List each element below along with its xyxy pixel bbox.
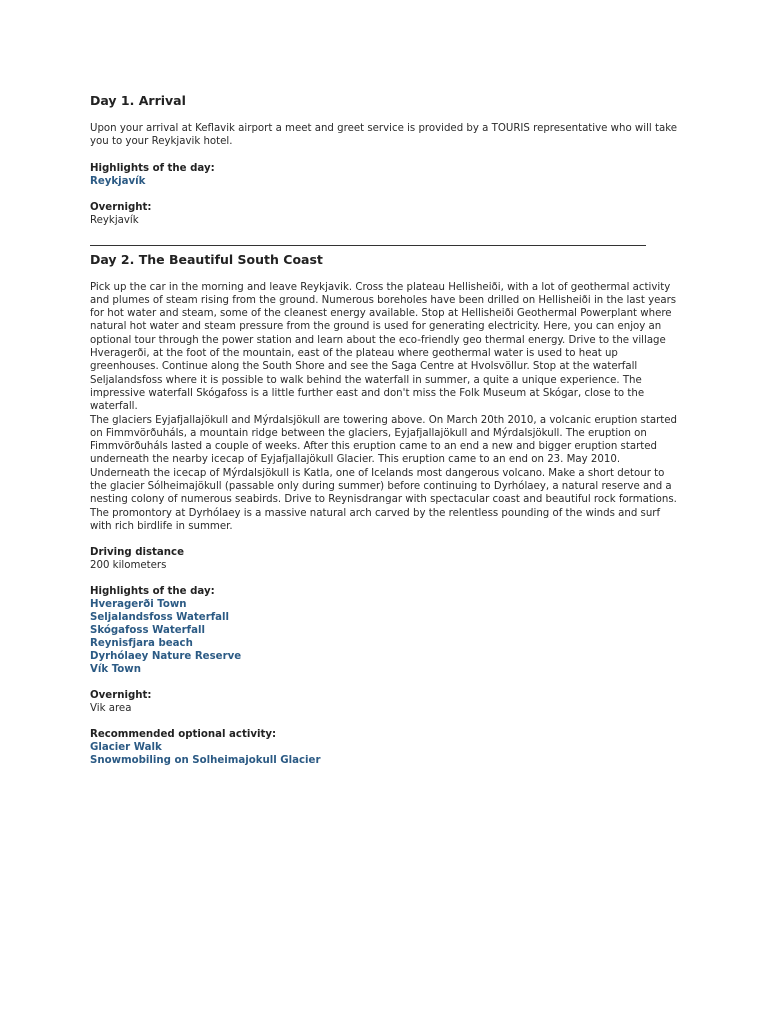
day2-highlights	[90, 585, 680, 676]
day2-highlight-link[interactable]: Reynisfjara beach	[90, 638, 193, 650]
day2-overnight	[90, 689, 680, 715]
itinerary-page	[90, 92, 680, 767]
day1-overnight-label: Overnight:	[90, 201, 152, 213]
day2-highlight-link[interactable]: Skógafoss Waterfall	[90, 625, 205, 637]
day1-highlights	[90, 162, 680, 188]
day1-overnight-value: Reykjavík	[90, 214, 139, 226]
day1-title: Day 1. Arrival	[90, 93, 186, 108]
day2-overnight-label: Overnight:	[90, 690, 152, 702]
day2-highlight-link[interactable]: Seljalandsfoss Waterfall	[90, 612, 230, 624]
day2-driving-value: 200 kilometers	[90, 560, 167, 572]
day2-overnight-value: Vik area	[90, 703, 132, 715]
day2-paragraph: Pick up the car in the morning and leave Reykjavik. Cross the plateau Hellisheiði, with a lot of geothermal activity and plumes of steam rising from the ground. Numerous boreholes have been drilled on Hellisheiði in the last years for hot water and steam, some of the cleanest energy available. Stop at Hellisheiði Geothermal Powerplant where natural hot water and steam pressure from the ground is used for generating electricity. Here, you can enjoy an optional tour through the power station and learn about the eco-friendly geo thermal energy. Drive to the village Hveragerði, at the foot of the mountain, east of the plateau where geothermal water is used to heat up greenhouses. Continue along the South Shore and see the Saga Centre at Hvolsvöllur. Stop at the waterfall Seljalandsfoss where it is possible to walk behind the waterfall in summer, a quite a unique experience. The impressive waterfall Skógafoss is a little further east and don't miss the Folk Museum at Skógar, close to the waterfall.	[90, 281, 677, 413]
day1-overnight	[90, 201, 680, 227]
day2-highlight-link[interactable]: Hveragerði Town	[90, 599, 187, 611]
optional-activity-link[interactable]: Snowmobiling on Solheimajokull Glacier	[90, 755, 321, 767]
day2-optional	[90, 728, 680, 767]
day1-highlights-label: Highlights of the day:	[90, 162, 215, 174]
day2-highlight-link[interactable]: Dyrhólaey Nature Reserve	[90, 651, 242, 663]
day1-intro: Upon your arrival at Keflavik airport a meet and greet service is provided by a TOURIS representative who will take you to your Reykjavik hotel.	[90, 123, 678, 148]
day2-optional-label: Recommended optional activity:	[90, 729, 277, 741]
day2-paragraph: The glaciers Eyjafjallajökull and Mýrdalsjökull are towering above. On March 20th 2010, a volcanic eruption started on Fimmvörðuháls, a mountain ridge between the glaciers, Eyjafjallajökull and Mýrdalsjökull. The eruption on Fimmvörðuháls lasted a couple of weeks. After this eruption came to an end a new and bigger eruption started underneath the nearby icecap of Eyjafjallajökull Glacier. This eruption came to an end on 23. May 2010.	[90, 414, 677, 466]
day2-title: Day 2. The Beautiful South Coast	[90, 251, 323, 267]
section-divider	[90, 239, 646, 246]
day2-highlight-link[interactable]: Vík Town	[90, 664, 141, 676]
day2-paragraph: Underneath the icecap of Mýrdalsjökull is Katla, one of Icelands most dangerous volcano. Make a short detour to the glacier Sólheimajökull (passable only during summer) before continuing to Dyrhólaey, a natural reserve and a nesting colony of numerous seabirds. Drive to Reynisdrangar with spectacular coast and beautiful rock formations. The promontory at Dyrhólaey is a massive natural arch carved by the relentless pounding of the winds and surf with rich birdlife in summer.	[90, 467, 677, 532]
day2-driving	[90, 546, 680, 572]
optional-activity-link[interactable]: Glacier Walk	[90, 742, 162, 754]
day2-highlights-label: Highlights of the day:	[90, 586, 215, 598]
day2-driving-label: Driving distance	[90, 547, 184, 559]
day1-highlight-link[interactable]: Reykjavík	[90, 175, 146, 187]
